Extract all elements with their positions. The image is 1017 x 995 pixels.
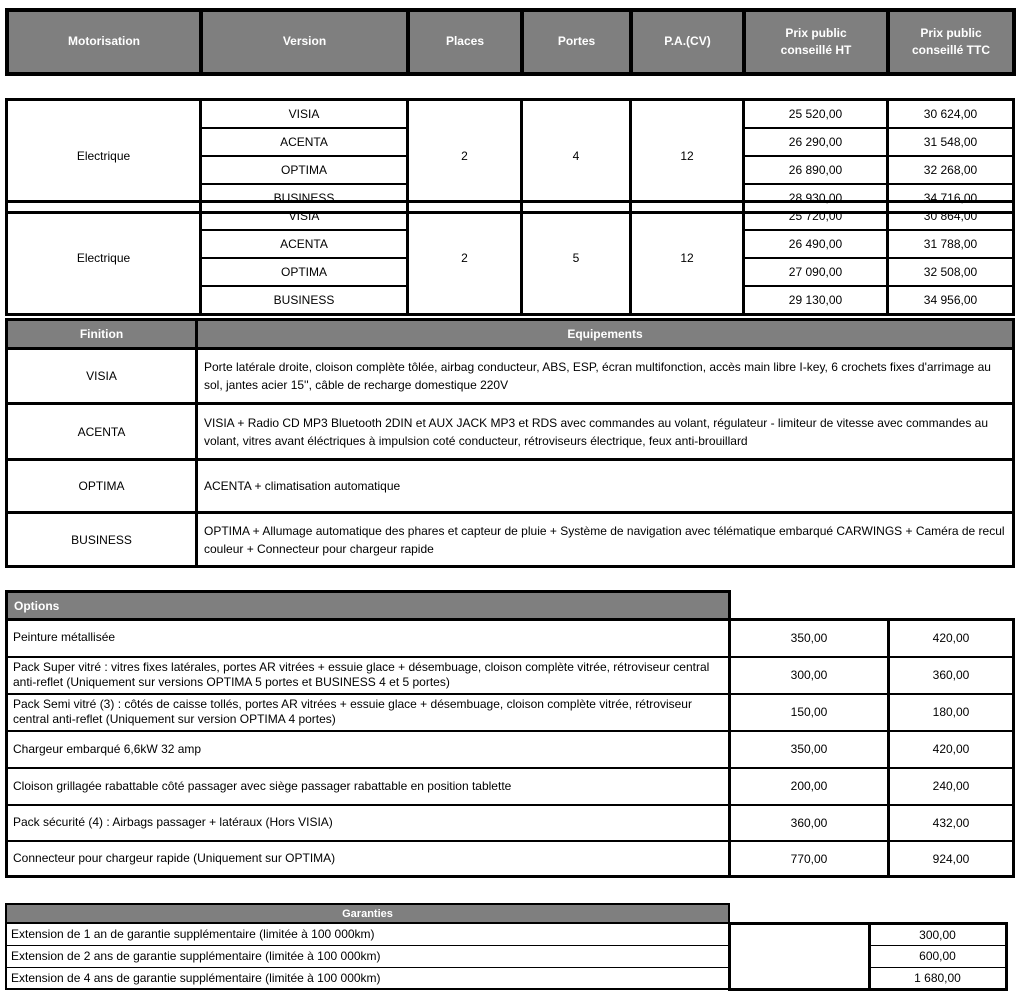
prix-ht-cell: 29 130,00 [744,286,888,315]
garantie-prix-cell: 1 680,00 [869,967,1006,989]
finition-column-header: Finition [7,320,197,349]
garanties-header-spacer [729,904,869,923]
column-header-prix-ttc: Prix public conseillé TTC [888,10,1014,74]
prix-ttc-cell: 31 548,00 [888,128,1014,156]
finition-name-cell: BUSINESS [7,513,197,567]
pa-cv-cell: 12 [631,202,744,315]
places-cell: 2 [408,202,522,315]
prix-ttc-cell: 31 788,00 [888,230,1014,258]
equipements-column-header: Equipements [197,320,1014,349]
column-header-version: Version [201,10,408,74]
options-header-spacer [730,592,889,620]
equipements-cell: ACENTA + climatisation automatique [197,460,1014,513]
option-label-cell: Pack Super vitré : vitres fixes latérales, portes AR vitrées + essuie glace + désembuage, cloison complète vitrée, rétroviseur central anti-reflet (Uniquement sur versions OPTIMA 5 portes et BUSINESS 4 et 5 portes) [7,657,730,694]
column-header-motorisation: Motorisation [7,10,201,74]
places-cell: 2 [408,100,522,213]
option-prix-ttc-cell: 924,00 [889,841,1014,877]
version-cell: VISIA [201,202,408,231]
equipements-cell: OPTIMA + Allumage automatique des phares et capteur de pluie + Système de navigation avec télématique embarqué CARWINGS + Caméra de recul couleur + Connecteur pour chargeur rapide [197,513,1014,567]
option-prix-ttc-cell: 360,00 [889,657,1014,694]
garantie-label-cell: Extension de 1 an de garantie supplémentaire (limitée à 100 000km) [6,923,729,945]
option-prix-ttc-cell: 420,00 [889,731,1014,768]
finition-name-cell: ACENTA [7,404,197,460]
prix-ht-cell: 26 890,00 [744,156,888,184]
pa-cv-cell: 12 [631,100,744,213]
prix-ht-cell: 25 720,00 [744,202,888,231]
garanties-title-bar: Garanties [6,904,729,923]
options-table [5,590,1015,878]
version-cell: ACENTA [201,128,408,156]
garantie-label-cell: Extension de 2 ans de garantie supplémentaire (limitée à 100 000km) [6,945,729,967]
version-cell: VISIA [201,100,408,129]
equipements-cell: Porte latérale droite, cloison complète tôlée, airbag conducteur, ABS, ESP, écran multifonction, accès main libre I-key, 6 crochets fixes d'arrimage au sol, jantes acier 15'', câble de recharge domestique 220V [197,349,1014,404]
option-prix-ttc-cell: 432,00 [889,805,1014,841]
option-prix-ht-cell: 350,00 [730,731,889,768]
option-prix-ht-cell: 770,00 [730,841,889,877]
prix-ttc-cell: 30 864,00 [888,202,1014,231]
portes-cell: 4 [522,100,631,213]
prix-ttc-cell: 32 508,00 [888,258,1014,286]
version-cell: OPTIMA [201,156,408,184]
garanties-table [5,903,1008,991]
option-prix-ttc-cell: 180,00 [889,694,1014,731]
option-label-cell: Pack sécurité (4) : Airbags passager + latéraux (Hors VISIA) [7,805,730,841]
portes-cell: 5 [522,202,631,315]
option-label-cell: Pack Semi vitré (3) : côtés de caisse tollés, portes AR vitrées + essuie glace + désembuage, cloison complète vitrée, rétroviseur central anti-reflet (Uniquement sur version OPTIMA 4 portes) [7,694,730,731]
garanties-empty-cell [729,923,869,989]
finition-name-cell: VISIA [7,349,197,404]
pricing-block-5-portes [5,200,1015,316]
garantie-prix-cell: 600,00 [869,945,1006,967]
version-cell: OPTIMA [201,258,408,286]
prix-ht-cell: 25 520,00 [744,100,888,129]
option-label-cell: Connecteur pour chargeur rapide (Uniquement sur OPTIMA) [7,841,730,877]
option-prix-ht-cell: 350,00 [730,620,889,657]
pricing-block-4-portes [5,98,1015,214]
column-header-portes: Portes [522,10,631,74]
options-header-spacer [889,592,1014,620]
version-cell: ACENTA [201,230,408,258]
equipements-cell: VISIA + Radio CD MP3 Bluetooth 2DIN et AUX JACK MP3 et RDS avec commandes au volant, régulateur - limiteur de vitesse avec commandes au volant, vitres avant éléctriques à impulsion coté conducteur, rétroviseurs électrique, feux anti-brouillard [197,404,1014,460]
garantie-label-cell: Extension de 4 ans de garantie supplémentaire (limitée à 100 000km) [6,967,729,989]
option-prix-ht-cell: 150,00 [730,694,889,731]
garanties-header-spacer [869,904,1006,923]
column-header-prix-ht: Prix public conseillé HT [744,10,888,74]
garantie-prix-cell: 300,00 [869,923,1006,945]
version-cell: BUSINESS [201,184,408,213]
prix-ttc-cell: 30 624,00 [888,100,1014,129]
motorisation-cell: Electrique [7,202,201,315]
option-label-cell: Peinture métallisée [7,620,730,657]
prix-ht-cell: 27 090,00 [744,258,888,286]
pricing-header-row [5,8,1016,76]
prix-ttc-cell: 34 716,00 [888,184,1014,213]
prix-ht-cell: 26 490,00 [744,230,888,258]
version-cell: BUSINESS [201,286,408,315]
prix-ht-cell: 26 290,00 [744,128,888,156]
prix-ht-cell: 28 930,00 [744,184,888,213]
option-prix-ht-cell: 200,00 [730,768,889,805]
prix-ttc-cell: 32 268,00 [888,156,1014,184]
option-prix-ht-cell: 300,00 [730,657,889,694]
options-title-bar: Options [7,592,730,620]
finition-name-cell: OPTIMA [7,460,197,513]
option-label-cell: Cloison grillagée rabattable côté passager avec siège passager rabattable en position tablette [7,768,730,805]
option-prix-ht-cell: 360,00 [730,805,889,841]
motorisation-cell: Electrique [7,100,201,213]
finitions-table [5,318,1015,568]
prix-ttc-cell: 34 956,00 [888,286,1014,315]
option-label-cell: Chargeur embarqué 6,6kW 32 amp [7,731,730,768]
column-header-pa-cv: P.A.(CV) [631,10,744,74]
column-header-places: Places [408,10,522,74]
option-prix-ttc-cell: 420,00 [889,620,1014,657]
option-prix-ttc-cell: 240,00 [889,768,1014,805]
